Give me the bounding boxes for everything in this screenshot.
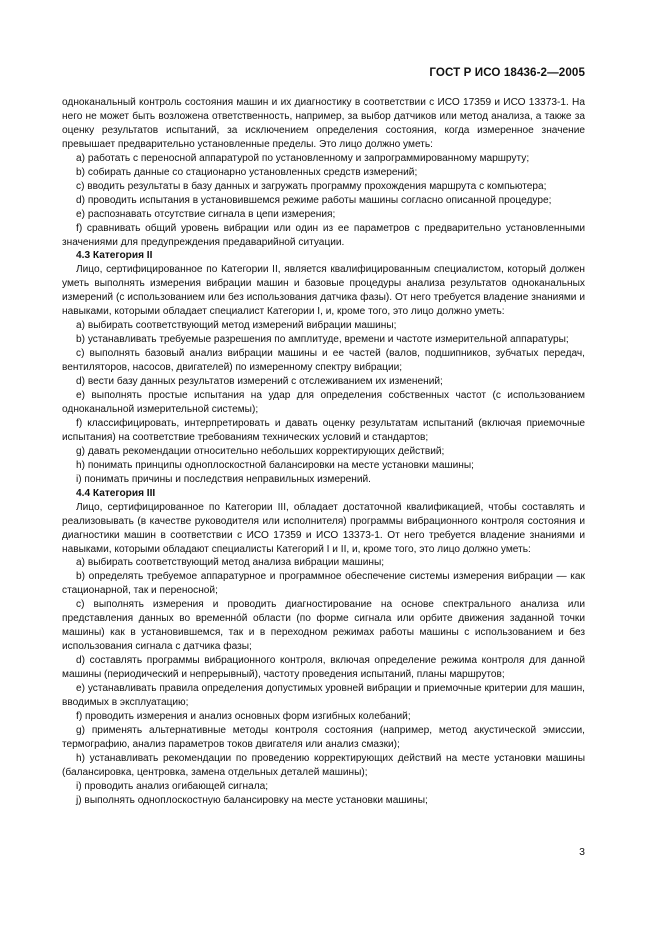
list-item: d) проводить испытания в установившемся режиме работы машины согласно описанной процедуре;: [76, 194, 552, 206]
list-item: f) проводить измерения и анализ основных форм изгибных колебаний;: [76, 710, 411, 722]
list-item: d) вести базу данных результатов измерений с отслеживанием их изменений;: [76, 376, 443, 388]
list-item: a) выбирать соответствующий метод измерений вибрации машины;: [76, 320, 397, 332]
paragraph: Лицо, сертифицированное по Категории III, обладает достаточной квалификацией, чтобы составлять и реализовывать (в качестве руководителя или исполнителя) программы вибрационного контроля состояния и диагностики машин в соответствии с ИСО 17359 и ИСО 13373-1. От него требуется владение знаниями и навыками, которыми обладают специалисты Категорий I и II, и, кроме того, это лицо должно уметь:: [62, 501, 585, 555]
section-heading-4-3: 4.3 Категория II: [76, 250, 153, 262]
list-item: d) составлять программы вибрационного контроля, включая определение режима контроля для данной машины (периодический и непрерывный), частоту проведения испытаний, планы маршрутов;: [62, 655, 585, 681]
list-item: b) собирать данные со стационарно установленных средств измерений;: [76, 166, 418, 178]
list-item: j) выполнять одноплоскостную балансировку на месте установки машины;: [76, 794, 428, 806]
list-item: f) сравнивать общий уровень вибрации или один из ее параметров с предварительно установленными значениями для предупреждения предаварийной ситуации.: [62, 222, 585, 248]
list-item: c) выполнять базовый анализ вибрации машины и ее частей (валов, подшипников, зубчатых передач, вентиляторов, насосов, двигателей) по измеренному спектру вибрации;: [62, 348, 585, 374]
list-item: g) давать рекомендации относительно небольших корректирующих действий;: [76, 445, 445, 457]
list-item: e) устанавливать правила определения допустимых уровней вибрации и приемочные критерии для машин, вводимых в эксплуатацию;: [62, 683, 585, 708]
list-item: c) вводить результаты в базу данных и загружать программу прохождения маршрута с компьютера;: [76, 180, 547, 192]
document-body: [62, 96, 585, 808]
list-item: h) устанавливать рекомендации по проведению корректирующих действий на месте установки машины (балансировка, центровка, замена отдельных деталей машины);: [62, 752, 585, 778]
list-item: c) выполнять измерения и проводить диагностирование на основе спектрального анализа или представления данных во временно́й области (по форме сигнала или орбите движения заданной точки машины) как в установившемся, так и в переходном режимах работы машины с использованием и без использования сигнала с датчика фазы;: [62, 599, 585, 653]
list-item: b) устанавливать требуемые разрешения по амплитуде, времени и частоте измерительной аппаратуры;: [76, 334, 569, 346]
list-item: f) классифицировать, интерпретировать и давать оценку результатам испытаний (включая приемочные испытания) на соответствие требованиям технических условий и стандартов;: [62, 417, 585, 443]
list-item: b) определять требуемое аппаратурное и программное обеспечение системы измерения вибрации — как стационарной, так и переносной;: [62, 571, 585, 597]
standard-title: ГОСТ Р ИСО 18436-2—2005: [429, 66, 585, 79]
list-item: g) применять альтернативные методы контроля состояния (например, метод акустической эмиссии, термографию, анализ параметров токов двигателя или анализ смазки);: [62, 724, 585, 750]
list-item: a) выбирать соответствующий метод анализа вибрации машины;: [76, 557, 385, 569]
list-item: h) понимать принципы одноплоскостной балансировки на месте установки машины;: [76, 459, 474, 471]
list-item: e) распознавать отсутствие сигнала в цепи измерения;: [76, 208, 336, 220]
list-item: e) выполнять простые испытания на удар для определения собственных частот (с использованием одноканальной измерительной системы);: [62, 390, 585, 415]
list-item: i) понимать причины и последствия неправильных измерений.: [76, 473, 371, 485]
paragraph: Лицо, сертифицированное по Категории II, является квалифицированным специалистом, который должен уметь выполнять измерения вибрации машин и базовые процедуры анализа результатов одноканальных измерений (с использованием или без использования датчика фазы). От него требуется владение знаниями и навыками, которыми обладает специалист Категории I, и, кроме того, это лицо должно уметь:: [62, 264, 585, 318]
section-heading-4-4: 4.4 Категория III: [76, 487, 156, 499]
page-number: 3: [579, 846, 585, 858]
list-item: i) проводить анализ огибающей сигнала;: [76, 780, 269, 792]
list-item: a) работать с переносной аппаратурой по установленному и запрограммированному маршруту;: [76, 152, 530, 164]
paragraph: одноканальный контроль состояния машин и их диагностику в соответствии с ИСО 17359 и ИСО 13373-1. На него не может быть возложена ответственность, например, за выбор датчиков или метод анализа, а также за оценку результатов испытаний, за исключением определения состояния, когда измеренное значение превышает предварительно установленные пределы. Это лицо должно уметь:: [62, 97, 585, 150]
